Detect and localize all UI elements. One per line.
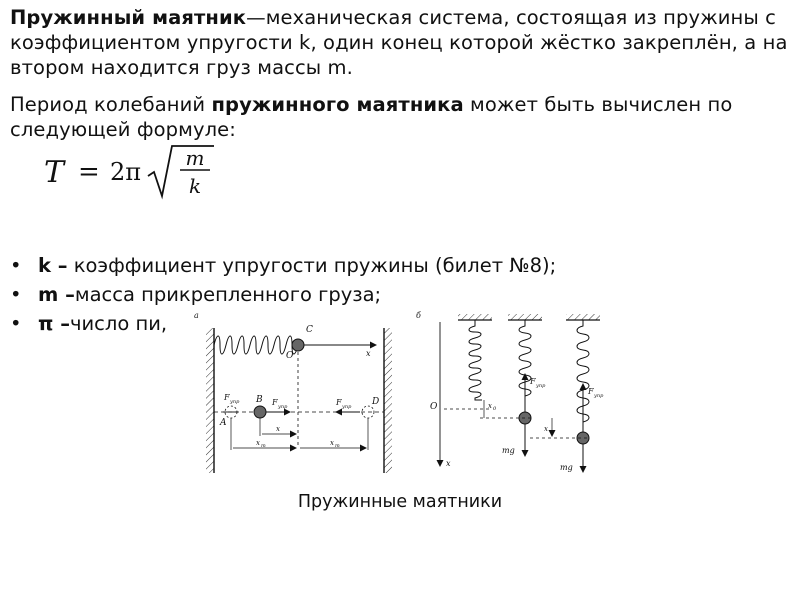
label-F-b1: F bbox=[530, 377, 536, 386]
label-xm-right: x bbox=[330, 439, 334, 447]
period-paragraph bbox=[10, 92, 790, 142]
formula-equals: = bbox=[78, 157, 100, 187]
right-wall bbox=[384, 328, 392, 473]
label-mg2: mg bbox=[560, 463, 573, 472]
formula-denominator: k bbox=[188, 174, 202, 198]
formula-lhs: T bbox=[44, 155, 65, 190]
svg-text:упр: упр bbox=[342, 404, 352, 410]
variable-description: коэффициент упругости пружины (билет №8); bbox=[67, 254, 557, 277]
figure-caption: Пружинные маятники bbox=[297, 492, 503, 512]
label-F-b2: F bbox=[588, 387, 594, 396]
ball-position-B bbox=[254, 406, 266, 418]
svg-text:m: m bbox=[335, 443, 340, 449]
definition-term: Пружинный маятник bbox=[10, 6, 247, 29]
ceiling-1 bbox=[458, 314, 492, 320]
ceiling-3 bbox=[566, 314, 600, 320]
label-x-axis: x bbox=[446, 459, 451, 468]
period-formula bbox=[30, 142, 230, 202]
svg-text:упр: упр bbox=[594, 393, 604, 399]
panel-b-vertical-springs bbox=[416, 311, 604, 472]
spring-1 bbox=[469, 320, 482, 400]
top-mass-ball bbox=[292, 339, 304, 351]
svg-text:m: m bbox=[261, 443, 266, 449]
label-x0: x bbox=[488, 402, 492, 410]
panel-a-label: а bbox=[194, 311, 199, 320]
label-mg1: mg bbox=[502, 446, 515, 455]
label-F-mid: F bbox=[272, 398, 278, 407]
label-x-b: x bbox=[544, 425, 548, 433]
formula-numerator: m bbox=[185, 146, 205, 170]
panel-b-label: б bbox=[416, 311, 421, 320]
label-xm-left: x bbox=[256, 439, 260, 447]
svg-text:упр: упр bbox=[536, 383, 546, 389]
label-O: O bbox=[286, 351, 294, 361]
label-B: B bbox=[256, 395, 263, 405]
svg-text:упр: упр bbox=[230, 399, 240, 405]
spring-pendulum-figure bbox=[190, 308, 615, 478]
panel-a-horizontal-spring bbox=[194, 311, 392, 473]
label-A: A bbox=[220, 418, 227, 428]
label-x-dimension: x bbox=[276, 425, 280, 433]
variable-term: m – bbox=[38, 283, 75, 306]
variable-description: масса прикрепленного груза; bbox=[74, 283, 382, 306]
definition-text: —механическая система, состоящая из пружины с коэффициентом упругости k, один конец которой жёстко закреплён, а на втором находится груз массы m. bbox=[10, 6, 788, 79]
label-F-left: F bbox=[224, 393, 230, 402]
label-C: C bbox=[306, 325, 313, 335]
label-O2: O bbox=[430, 402, 438, 412]
list-item bbox=[10, 280, 556, 309]
left-wall bbox=[206, 328, 214, 473]
svg-text:упр: упр bbox=[278, 404, 288, 410]
bullet-marker: • bbox=[10, 254, 22, 277]
label-D: D bbox=[372, 397, 380, 407]
bullet-marker: • bbox=[10, 283, 22, 306]
period-text-before: Период колебаний bbox=[10, 93, 212, 116]
period-term: пружинного маятника bbox=[211, 93, 464, 116]
definition-paragraph bbox=[10, 5, 790, 80]
formula-coefficient: 2π bbox=[110, 158, 142, 186]
variable-term: π – bbox=[38, 312, 70, 335]
period-text-after: может быть вычислен по следующей формуле: bbox=[10, 93, 733, 141]
bullet-marker: • bbox=[10, 312, 22, 335]
ceiling-2 bbox=[508, 314, 542, 320]
list-item bbox=[10, 251, 556, 280]
label-F-right: F bbox=[336, 398, 342, 407]
label-x: x bbox=[366, 349, 371, 358]
svg-text:0: 0 bbox=[493, 406, 497, 412]
variable-description: число пи, bbox=[69, 312, 168, 335]
variable-term: k – bbox=[38, 254, 68, 277]
